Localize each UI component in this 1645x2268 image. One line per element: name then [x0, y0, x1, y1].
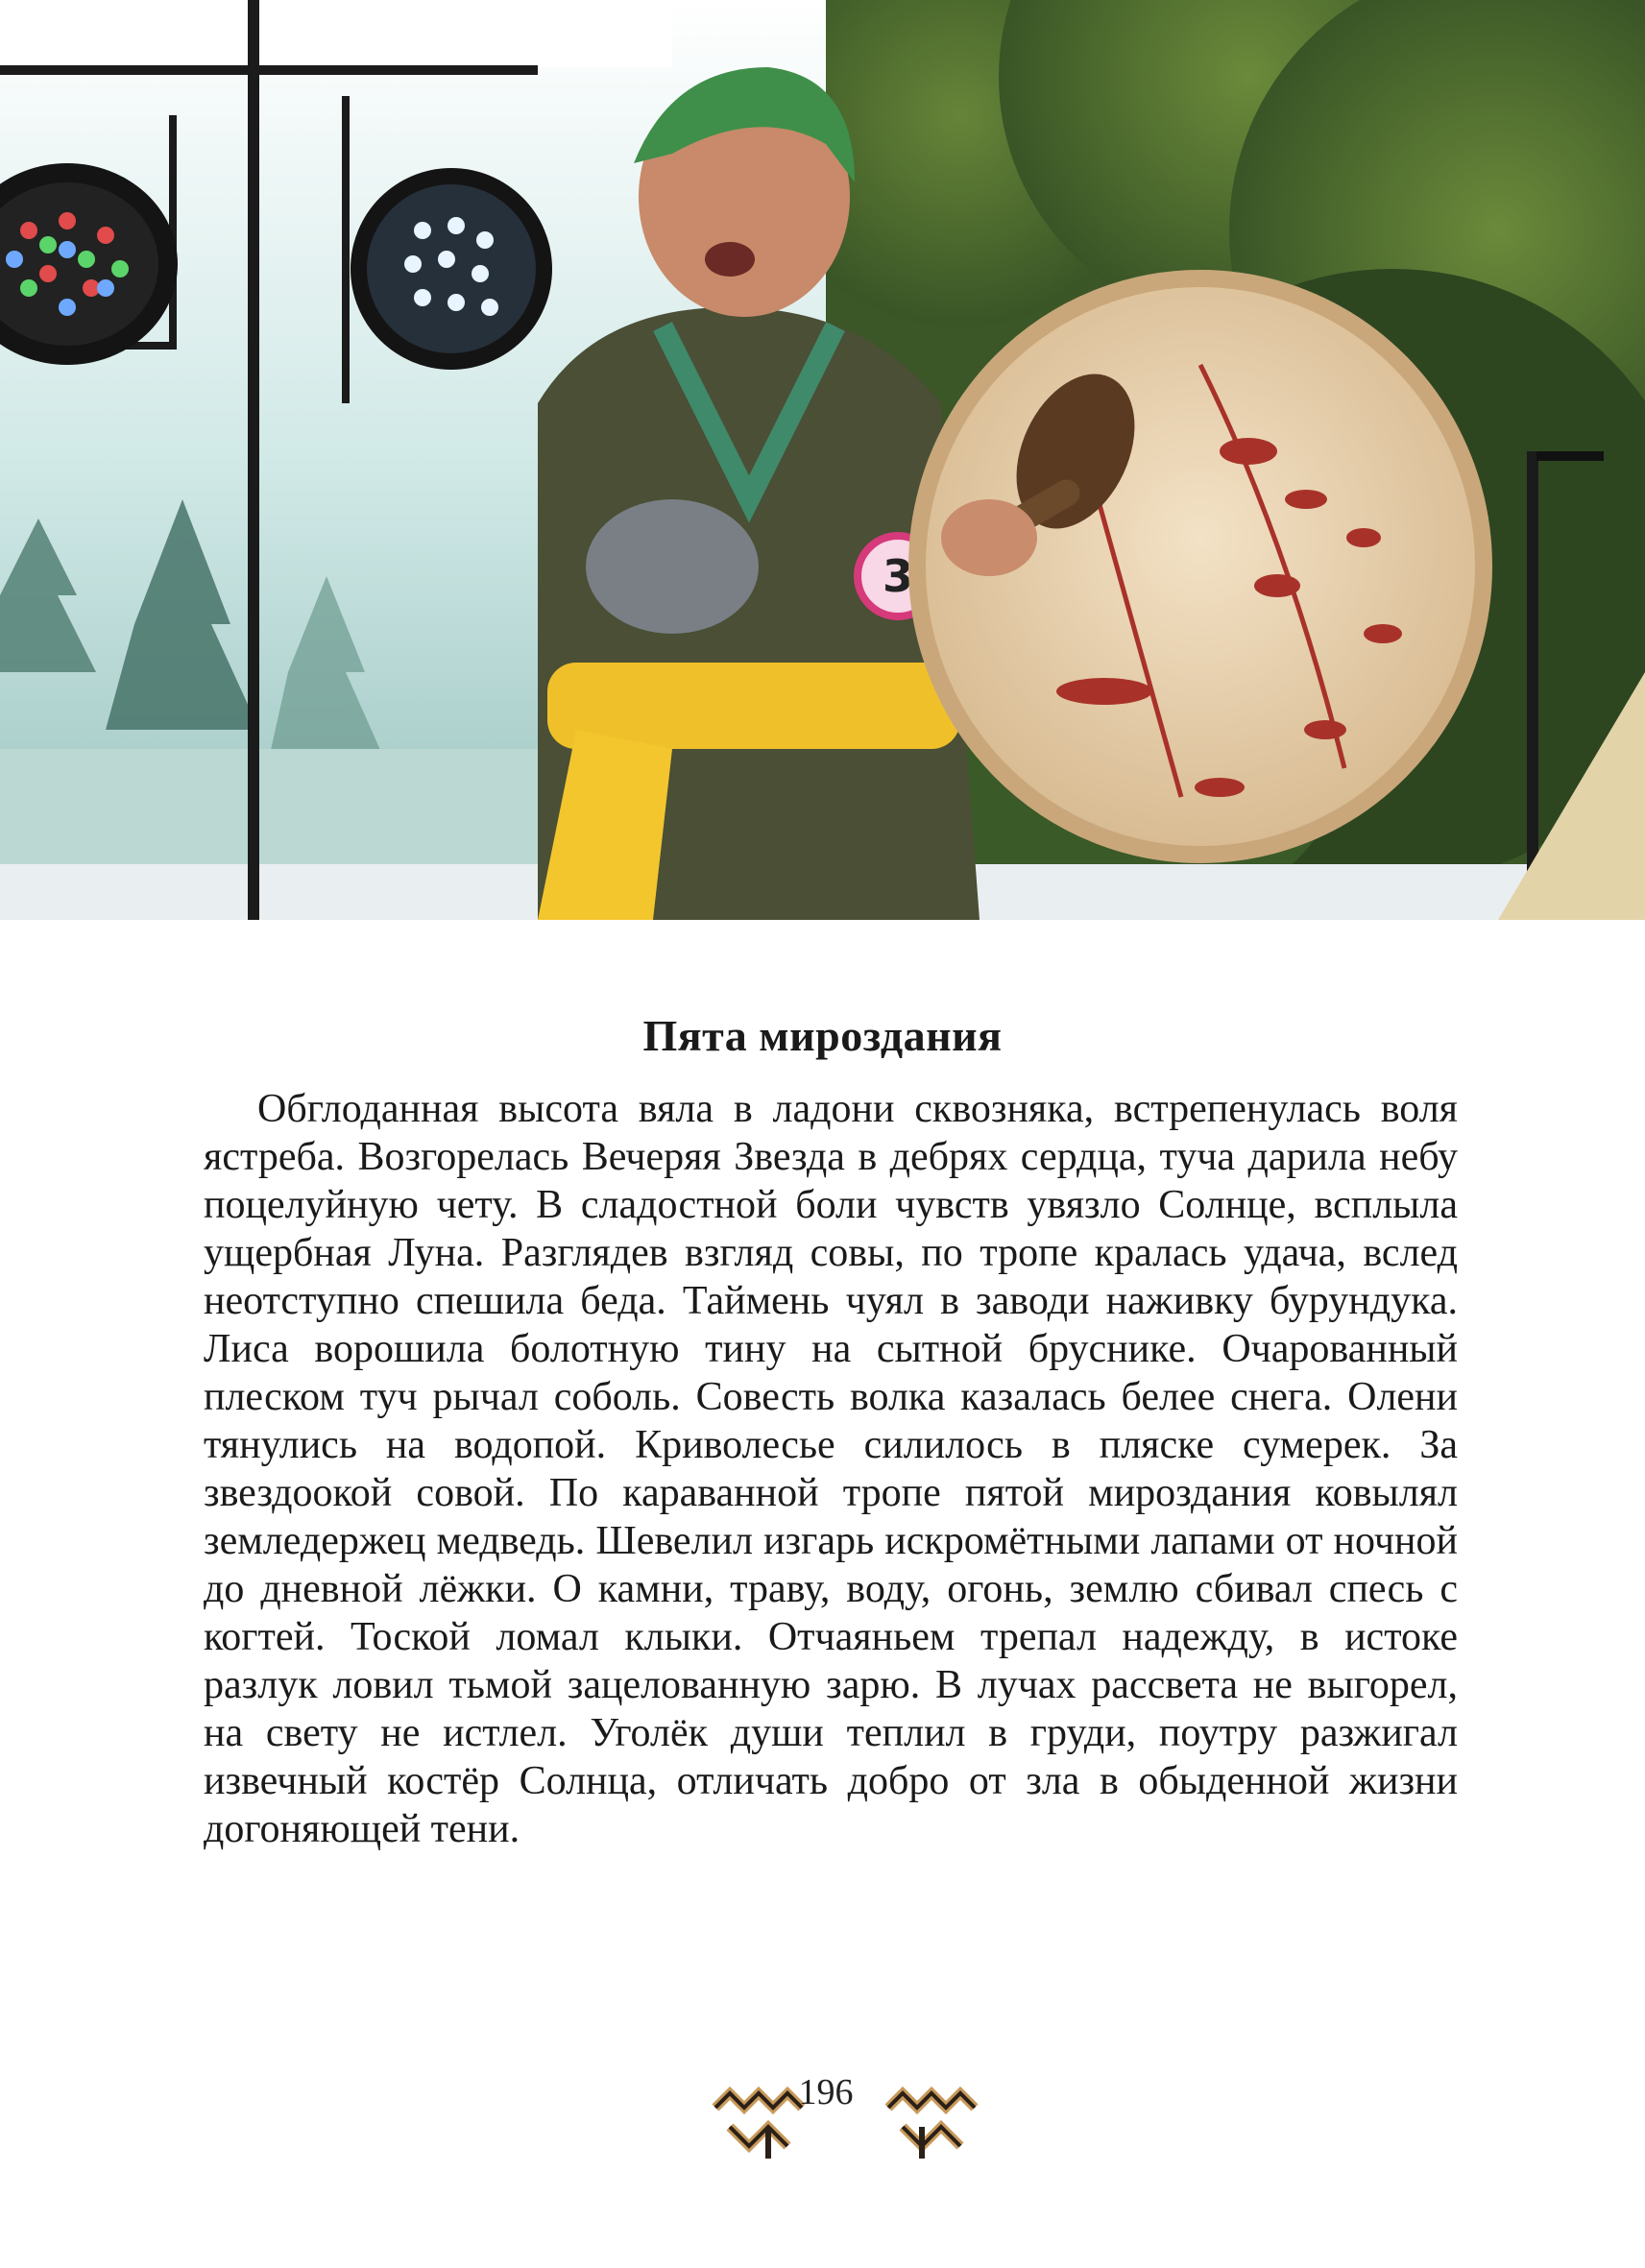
- badge-number: 3: [882, 550, 914, 602]
- shaman-drum: [917, 278, 1484, 855]
- page-number: 196: [798, 2072, 854, 2112]
- article-title: Пята мироздания: [642, 1011, 1003, 1060]
- ornament-right-icon: [864, 2074, 980, 2160]
- photo-illustration: [0, 0, 1645, 920]
- article-body: [204, 1085, 1458, 1853]
- article-paragraph: Обглоданная высота вяла в ладони сквозняка, встрепенулась воля ястреба. Возгорелась Вечеряя Звезда в дебрях сердца, туча дарила небу поцелуйную чету. В сладостной боли чувств увязло Солнце, всплыла ущербная Луна. Разглядев взгляд совы, по тропе кралась удача, вслед неотступно спешила беда. Таймень чуял в заводи наживку бурундука. Лиса ворошила болотную тину на сытной бруснике. Очарованный плеском туч рычал соболь. Совесть волка казалась белее снега. Олени тянулись на водопой. Криволесье силилось в пляске сумерек. За звездоокой совой. По караванной тропе пятой мироздания ковылял земледержец медведь. Шевелил изгарь искромётными лапами от ночной до дневной лёжки. О камни, траву, воду, огонь, землю сбивал спесь с когтей. Тоской ломал клыки. Отчаяньем трепал надежду, в истоке разлук ловил тьмой зацелованную зарю. В лучах рассвета не выгорел, на свету не истлел. Уголёк души теплил в груди, поутру разжигал извечный костёр Солнца, отличать добро от зла в обыденной жизни догоняющей тени.: [204, 1087, 1458, 1851]
- photo-performer-with-drum: [0, 0, 1645, 920]
